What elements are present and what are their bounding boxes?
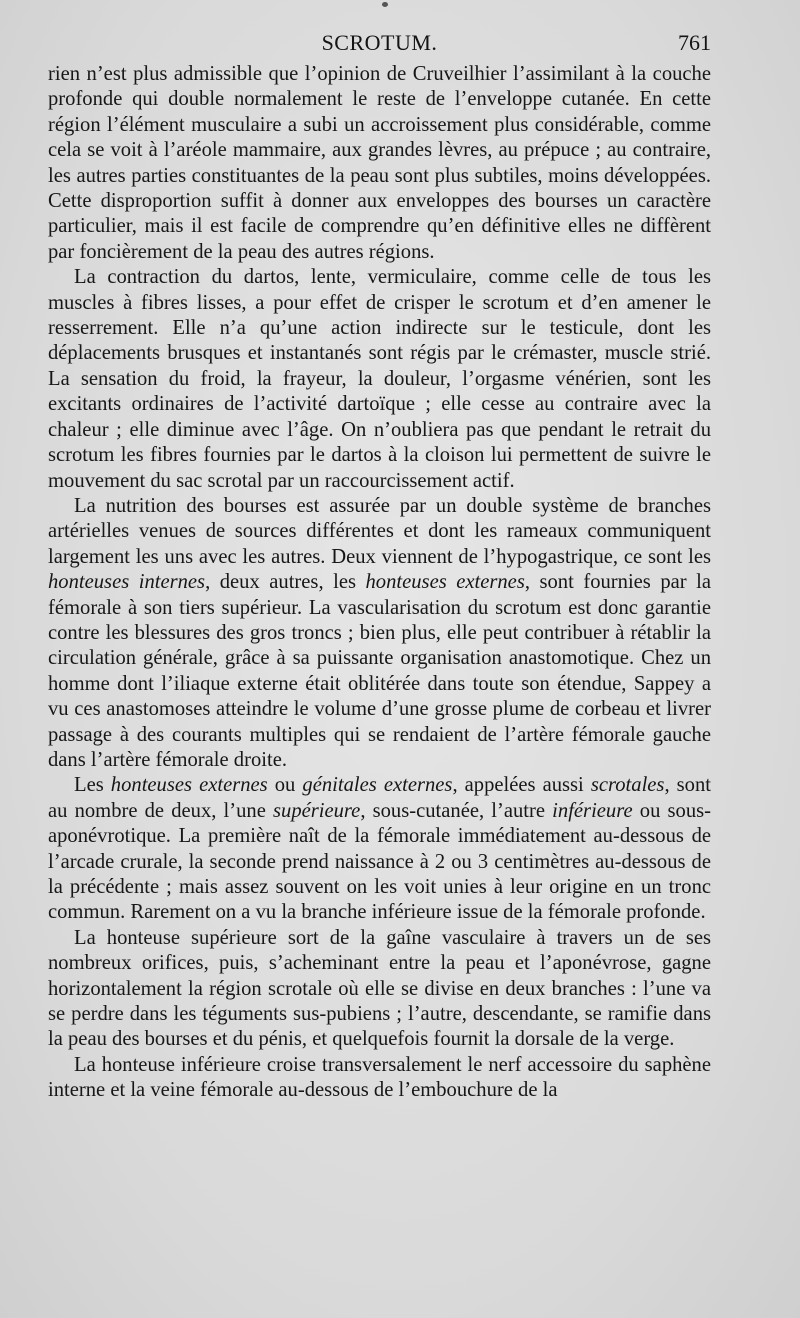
italic-term: inférieure	[552, 799, 633, 822]
text-run: , deux autres, les	[205, 571, 366, 594]
text-run: ou sous-aponévrotique. La première naît de la fémorale immédiatement au-dessous de l’arcade crurale, la seconde prend naissance à 2 ou 3 centimètres au-dessous de la précédente ; mais assez souvent on les voit unies à leur origine en un tronc commun. Rarement on a vu la branche inférieure issue de la fémorale profonde.	[48, 799, 711, 924]
paragraph-nutrition	[48, 494, 711, 773]
text-run: , appelées aussi	[452, 774, 591, 797]
running-head: SCROTUM.	[321, 30, 438, 55]
paragraph-honteuse-inferieure	[48, 1053, 711, 1104]
text-run: , sont fournies par la fémorale à son tiers supérieur. La vascularisation du scrotum est donc garantie contre les blessures des gros troncs ; bien plus, elle peut contribuer à rétablir la circulation générale, grâce à sa puissante organisation anastomotique. Chez un homme dont l’iliaque externe était oblitérée dans toute son étendue, Sappey a vu ces anastomoses atteindre le volume d’une grosse plume de corbeau et livrer passage à des courants multiples qui se rendaient de l’artère fémorale gauche dans l’artère fémorale droite.	[48, 571, 711, 771]
page-header	[48, 30, 711, 60]
italic-term: génitales externes	[302, 774, 453, 797]
italic-term: honteuses externes	[365, 571, 525, 594]
paragraph-dartos-contraction	[48, 265, 711, 494]
italic-term: honteuses externes	[110, 774, 268, 797]
text-run: ou	[267, 774, 303, 797]
paragraph-honteuse-superieure	[48, 926, 711, 1053]
text-run: La nutrition des bourses est assurée par un double système de branches artérielles venues de sources différentes et dont les rameaux communiquent largement les uns avec les autres. Deux viennent de l’hypogastrique, ce sont les	[48, 494, 711, 568]
text-run: , sous-cutanée, l’autre	[360, 799, 553, 822]
paragraph-text: La contraction du dartos, lente, vermiculaire, comme celle de tous les muscles à fibres lisses, a pour effet de crisper le scrotum et d’en amener le resserrement. Elle n’a qu’une action indirecte sur le testicule, dont les déplacements brusques et instantanés sont régis par le crémaster, muscle strié. La sensation du froid, la frayeur, la douleur, l’orgasme vénérien, sont les excitants ordinaires de l’activité dartoïque ; elle cesse au contraire avec la chaleur ; elle diminue avec l’âge. On n’oubliera pas que pendant le retrait du scrotum les fibres fournies par le dartos à la cloison lui permettent de suivre le mouvement du sac scrotal par un raccourcissement actif.	[48, 266, 711, 492]
print-speck	[382, 2, 388, 7]
text-run: , sont au nombre de deux, l’une	[48, 774, 711, 822]
italic-term: honteuses internes	[48, 571, 206, 594]
paragraph-text: La honteuse inférieure croise transversalement le nerf accessoire du saphène interne et la veine fémorale au-dessous de l’embouchure de la	[48, 1053, 711, 1102]
paragraph-text: La honteuse supérieure sort de la gaîne vasculaire à travers un de ses nombreux orifices, puis, s’acheminant entre la peau et l’aponévrose, gagne horizontalement la région scrotale où elle se divise en deux branches : l’une va se perdre dans les téguments sus-pubiens ; l’autre, descendante, se ramifie dans la peau des bourses et du pénis, et quelquefois fournit la dorsale de la verge.	[48, 926, 711, 1051]
paragraph-continuation	[48, 62, 711, 265]
text-run: Les	[74, 774, 111, 797]
paragraph-honteuses-externes	[48, 773, 711, 925]
italic-term: supérieure	[273, 799, 361, 822]
italic-term: scrotales	[590, 774, 665, 797]
page-number: 761	[678, 30, 711, 55]
paragraph-text: rien n’est plus admissible que l’opinion de Cruveilhier l’assimilant à la couche profonde qui double normalement le reste de l’enveloppe cutanée. En cette région l’élément musculaire a subi un accroissement plus considérable, comme cela se voit à l’aréole mammaire, aux grandes lèvres, au prépuce ; au contraire, les autres parties constituantes de la peau sont plus subtiles, moins développées. Cette disproportion suffit à donner aux enveloppes des bourses un caractère particulier, mais il est facile de comprendre qu’en définitive elles ne diffèrent par foncièrement de la peau des autres régions.	[48, 63, 711, 263]
body-text	[48, 62, 711, 1104]
